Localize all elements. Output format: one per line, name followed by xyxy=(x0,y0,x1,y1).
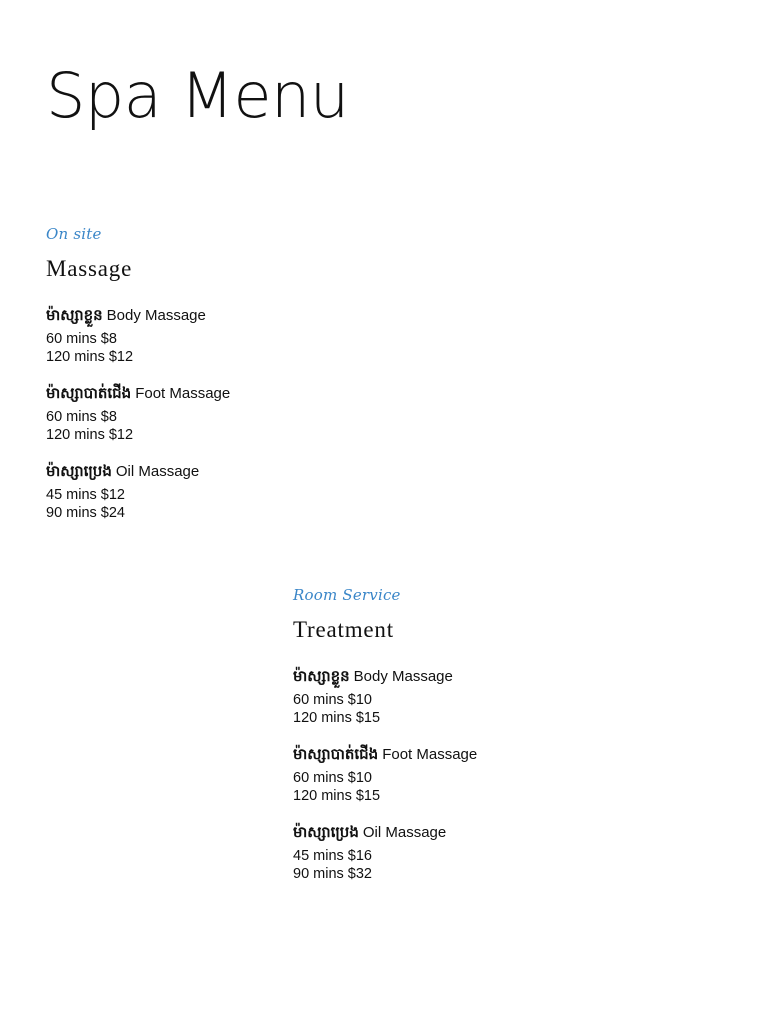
section-heading: Treatment xyxy=(293,617,394,642)
item-name xyxy=(293,821,623,844)
menu-item-foot-massage xyxy=(293,743,623,805)
price-line: 60 mins $10 xyxy=(293,770,372,786)
section-treatment xyxy=(293,583,623,899)
item-khmer-name: ម៉ាស្សាប្រេង xyxy=(293,823,359,841)
price-line: 120 mins $15 xyxy=(293,788,381,804)
item-khmer-name: ម៉ាស្សាខ្លួន xyxy=(293,667,350,685)
section-tag: On site xyxy=(46,225,102,243)
section-massage xyxy=(46,222,376,538)
price-line: 120 mins $12 xyxy=(46,427,134,443)
price-line: 60 mins $8 xyxy=(46,331,117,347)
item-khmer-name: ម៉ាស្សាបាត់ជើង xyxy=(293,745,379,763)
item-english-name: Oil Massage xyxy=(362,824,447,841)
item-english-name: Foot Massage xyxy=(135,385,231,402)
menu-item-body-massage xyxy=(293,665,623,727)
price-line: 90 mins $24 xyxy=(46,505,125,521)
price-line: 120 mins $12 xyxy=(46,349,134,365)
price-line: 45 mins $12 xyxy=(46,487,125,503)
item-name xyxy=(46,382,376,405)
section-heading: Massage xyxy=(46,256,133,281)
item-english-name: Body Massage xyxy=(353,668,453,685)
item-khmer-name: ម៉ាស្សាបាត់ជើង xyxy=(46,384,132,402)
price-line: 60 mins $10 xyxy=(293,692,372,708)
item-name xyxy=(293,743,623,766)
menu-item-oil-massage xyxy=(293,821,623,883)
price-line: 45 mins $16 xyxy=(293,848,372,864)
section-tag: Room Service xyxy=(293,586,401,604)
item-khmer-name: ម៉ាស្សាខ្លួន xyxy=(46,306,103,324)
item-english-name: Oil Massage xyxy=(115,463,200,480)
item-english-name: Body Massage xyxy=(106,307,206,324)
price-line: 90 mins $32 xyxy=(293,866,372,882)
item-name xyxy=(46,460,376,483)
item-name xyxy=(293,665,623,688)
price-line: 120 mins $15 xyxy=(293,710,381,726)
item-name xyxy=(46,304,376,327)
menu-item-oil-massage xyxy=(46,460,376,522)
price-line: 60 mins $8 xyxy=(46,409,117,425)
item-english-name: Foot Massage xyxy=(382,746,478,763)
item-khmer-name: ម៉ាស្សាប្រេង xyxy=(46,462,112,480)
menu-item-body-massage xyxy=(46,304,376,366)
menu-item-foot-massage xyxy=(46,382,376,444)
page-title: Spa Menu xyxy=(46,59,349,132)
